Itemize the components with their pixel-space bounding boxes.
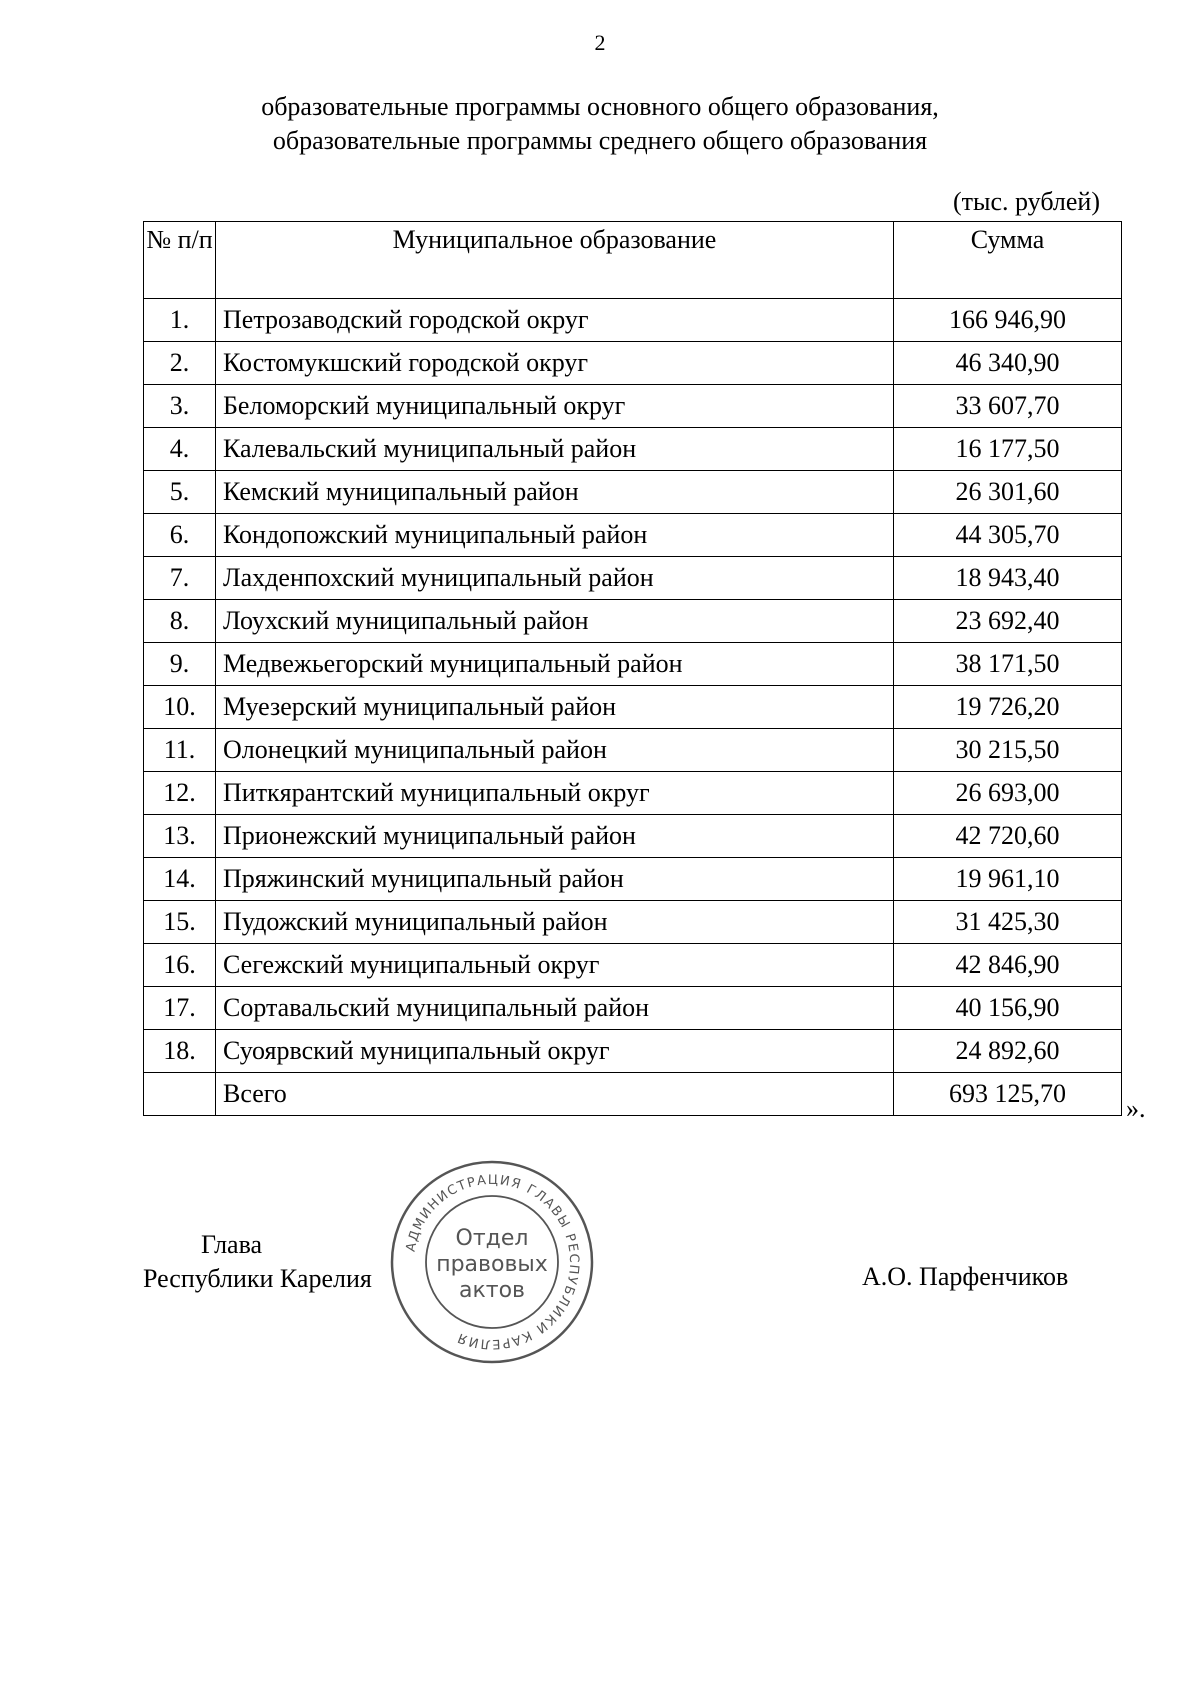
- row-sum: 26 301,60: [894, 471, 1122, 514]
- row-municipality: Кемский муниципальный район: [216, 471, 894, 514]
- row-num: 14.: [144, 858, 216, 901]
- signatory-title-line-2: Республики Карелия: [143, 1264, 372, 1293]
- table-row: [144, 299, 1122, 342]
- document-heading: [0, 90, 1200, 158]
- row-num: 7.: [144, 557, 216, 600]
- stamp-line-1: Отдел: [455, 1226, 529, 1251]
- stamp-line-3: актов: [458, 1278, 526, 1303]
- row-num: 15.: [144, 901, 216, 944]
- row-sum: 44 305,70: [894, 514, 1122, 557]
- row-municipality: Сегежский муниципальный округ: [216, 944, 894, 987]
- row-num: 2.: [144, 342, 216, 385]
- heading-line-1: образовательные программы основного общего образования,: [261, 92, 939, 121]
- row-sum: 30 215,50: [894, 729, 1122, 772]
- stamp-line-2: правовых: [436, 1252, 548, 1277]
- row-municipality: Костомукшский городской округ: [216, 342, 894, 385]
- table-row: [144, 471, 1122, 514]
- table-row: [144, 600, 1122, 643]
- row-num: 13.: [144, 815, 216, 858]
- row-sum: 40 156,90: [894, 987, 1122, 1030]
- allocation-table: [143, 221, 1122, 1116]
- row-municipality: Медвежьегорский муниципальный район: [216, 643, 894, 686]
- total-sum: 693 125,70: [894, 1073, 1122, 1116]
- table-row: [144, 987, 1122, 1030]
- row-municipality: Муезерский муниципальный район: [216, 686, 894, 729]
- table-row: [144, 686, 1122, 729]
- row-municipality: Питкярантский муниципальный округ: [216, 772, 894, 815]
- row-num: 10.: [144, 686, 216, 729]
- table-header-row: [144, 222, 1122, 299]
- row-sum: 38 171,50: [894, 643, 1122, 686]
- row-municipality: Пряжинский муниципальный район: [216, 858, 894, 901]
- row-num: 11.: [144, 729, 216, 772]
- table-row: [144, 944, 1122, 987]
- table-row: [144, 385, 1122, 428]
- row-num: 5.: [144, 471, 216, 514]
- row-num: 6.: [144, 514, 216, 557]
- official-stamp: [388, 1158, 596, 1366]
- row-sum: 166 946,90: [894, 299, 1122, 342]
- table-row: [144, 428, 1122, 471]
- row-municipality: Сортавальский муниципальный район: [216, 987, 894, 1030]
- row-num: 9.: [144, 643, 216, 686]
- total-label: Всего: [216, 1073, 894, 1116]
- row-sum: 26 693,00: [894, 772, 1122, 815]
- heading-line-2: образовательные программы среднего общего образования: [272, 126, 928, 155]
- row-sum: 24 892,60: [894, 1030, 1122, 1073]
- table-row: [144, 858, 1122, 901]
- row-sum: 18 943,40: [894, 557, 1122, 600]
- total-num: [144, 1073, 216, 1116]
- row-municipality: Лоухский муниципальный район: [216, 600, 894, 643]
- row-municipality: Прионежский муниципальный район: [216, 815, 894, 858]
- row-sum: 46 340,90: [894, 342, 1122, 385]
- table-row: [144, 729, 1122, 772]
- table-row: [144, 342, 1122, 385]
- table-row: [144, 643, 1122, 686]
- table-row: [144, 901, 1122, 944]
- row-num: 1.: [144, 299, 216, 342]
- table-row: [144, 815, 1122, 858]
- row-num: 12.: [144, 772, 216, 815]
- closing-quote: ».: [1126, 1094, 1146, 1123]
- header-sum: Сумма: [894, 222, 1122, 299]
- row-municipality: Суоярвский муниципальный округ: [216, 1030, 894, 1073]
- row-municipality: Кондопожский муниципальный район: [216, 514, 894, 557]
- row-sum: 33 607,70: [894, 385, 1122, 428]
- row-municipality: Беломорский муниципальный округ: [216, 385, 894, 428]
- header-municipality: Муниципальное образование: [216, 222, 894, 299]
- row-num: 17.: [144, 987, 216, 1030]
- row-municipality: Петрозаводский городской округ: [216, 299, 894, 342]
- row-municipality: Лахденпохский муниципальный район: [216, 557, 894, 600]
- row-num: 16.: [144, 944, 216, 987]
- table-row: [144, 514, 1122, 557]
- signatory-name: А.О. Парфенчиков: [862, 1262, 1069, 1291]
- row-municipality: Пудожский муниципальный район: [216, 901, 894, 944]
- table-total-row: [144, 1073, 1122, 1116]
- row-num: 18.: [144, 1030, 216, 1073]
- page-number: 2: [594, 30, 606, 55]
- row-municipality: Калевальский муниципальный район: [216, 428, 894, 471]
- table-body: [144, 299, 1122, 1116]
- signatory-title: [143, 1228, 372, 1296]
- signatory-title-line-1: Глава: [201, 1230, 263, 1259]
- row-sum: 31 425,30: [894, 901, 1122, 944]
- row-sum: 19 726,20: [894, 686, 1122, 729]
- row-sum: 19 961,10: [894, 858, 1122, 901]
- row-num: 4.: [144, 428, 216, 471]
- row-sum: 42 720,60: [894, 815, 1122, 858]
- row-sum: 16 177,50: [894, 428, 1122, 471]
- row-municipality: Олонецкий муниципальный район: [216, 729, 894, 772]
- table-row: [144, 1030, 1122, 1073]
- row-sum: 23 692,40: [894, 600, 1122, 643]
- row-num: 8.: [144, 600, 216, 643]
- stamp-outer-text: АДМИНИСТРАЦИЯ ГЛАВЫ РЕСПУБЛИКИ КАРЕЛИЯ: [403, 1172, 582, 1352]
- units-label: (тыс. рублей): [952, 187, 1100, 216]
- table-row: [144, 557, 1122, 600]
- row-sum: 42 846,90: [894, 944, 1122, 987]
- table-row: [144, 772, 1122, 815]
- header-num: № п/п: [144, 222, 216, 299]
- row-num: 3.: [144, 385, 216, 428]
